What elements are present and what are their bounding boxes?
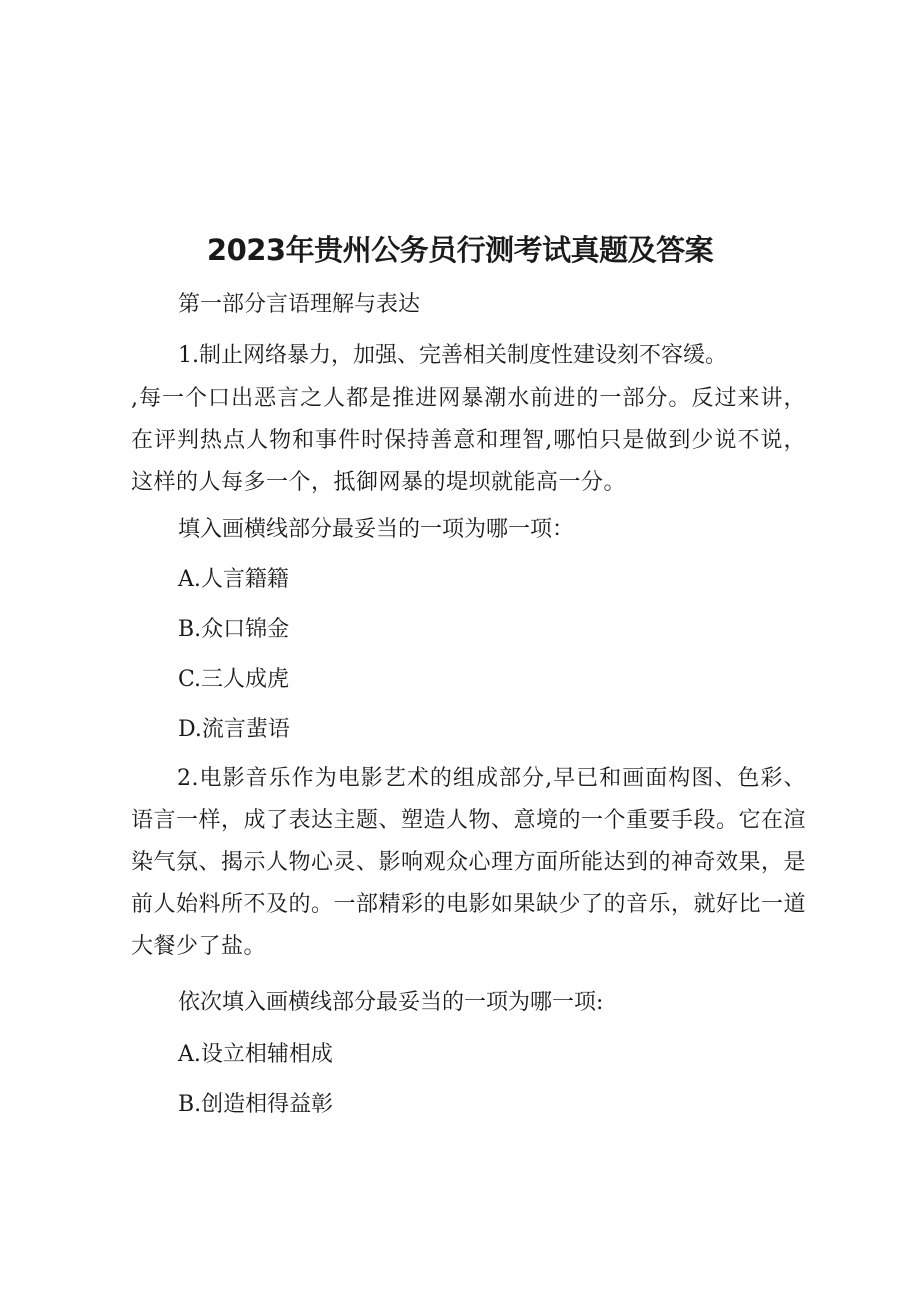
question-2-prompt: 依次填入画横线部分最妥当的一项为哪一项: (178, 990, 604, 1015)
question-1-option-c: C.三人成虎 (178, 667, 290, 692)
document-title: 2023年贵州公务员行测考试真题及答案 (206, 233, 714, 267)
question-1-option-d: D.流言蜚语 (178, 717, 290, 742)
section-heading: 第一部分言语理解与表达 (178, 292, 421, 317)
question-1-option-b: B.众口锦金 (178, 617, 290, 642)
question-2-option-a: A.设立相辅相成 (178, 1042, 333, 1067)
question-2-option-b: B.创造相得益彰 (178, 1092, 334, 1117)
question-1-stem-first-line: 1.制止网络暴力，加强、完善相关制度性建设刻不容缓。 (178, 343, 727, 368)
question-2-stem: 2.电影音乐作为电影艺术的组成部分,早已和画面构图、色彩、语言一样，成了表达主题、塑造人物、意境的一个重要手段。它在渲染气氛、揭示人物心灵、影响观众心理方面所能达到的神奇效果，是前人始料所不及的。一部精彩的电影如果缺少了的音乐，就好比一道大餐少了盐。 (131, 766, 807, 959)
question-1-stem-continuation: ,每一个口出恶言之人都是推进网暴潮水前进的一部分。反过来讲，在评判热点人物和事件时保持善意和理智,哪怕只是做到少说不说，这样的人每多一个，抵御网暴的堤坝就能高一分。 (131, 386, 806, 495)
question-1-option-a: A.人言籍籍 (178, 567, 289, 592)
question-1-prompt: 填入画横线部分最妥当的一项为哪一项： (178, 517, 575, 542)
